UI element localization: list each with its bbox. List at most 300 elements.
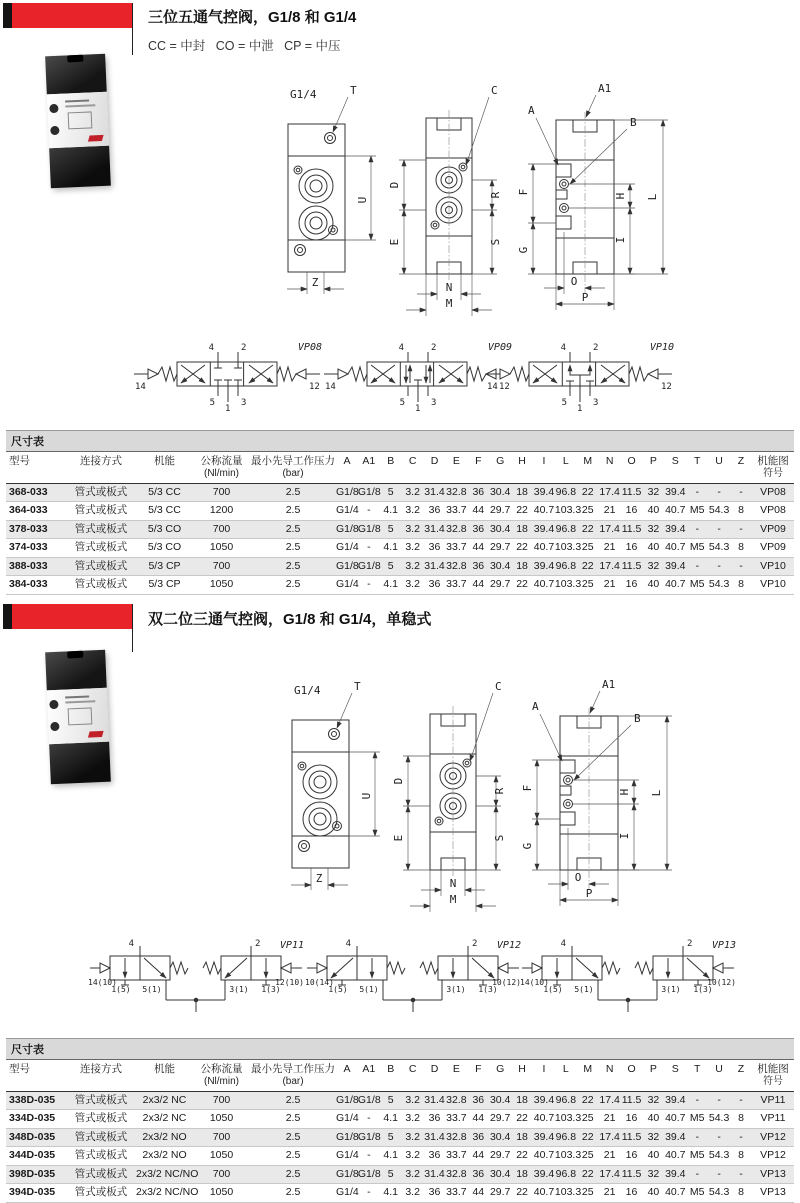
- table-cell: 103.3: [555, 1110, 577, 1129]
- table-cell: 40.7: [533, 502, 555, 521]
- table-cell: VP08: [752, 483, 794, 502]
- valve-body-photo: [45, 650, 111, 784]
- table-cell: 39.4: [664, 483, 686, 502]
- column-header: 机能: [136, 452, 193, 483]
- column-header: A1: [358, 1060, 380, 1091]
- dimension-table-section1: [6, 430, 794, 595]
- svg-text:4: 4: [560, 939, 566, 949]
- dimension-drawing-2: [282, 676, 712, 916]
- svg-text:T: T: [350, 84, 357, 97]
- table-cell: 22: [577, 1091, 599, 1110]
- table-cell: VP11: [752, 1110, 794, 1129]
- table-cell: -: [708, 520, 730, 539]
- table-cell: 33.7: [445, 539, 467, 558]
- dimension-table-section2: [6, 1038, 794, 1203]
- svg-text:C: C: [491, 84, 498, 97]
- table-cell: 11.5: [621, 1128, 643, 1147]
- table-cell: 3.2: [402, 1128, 424, 1147]
- table-cell: 54.3: [708, 539, 730, 558]
- column-header: 机能图 符号: [752, 1060, 794, 1091]
- table-cell: 31.4: [424, 557, 446, 576]
- svg-text:P: P: [581, 291, 589, 304]
- table-cell: 39.4: [664, 1128, 686, 1147]
- svg-text:T: T: [354, 680, 361, 693]
- table-cell: 5/3 CO: [136, 520, 193, 539]
- table-cell: 18: [511, 1128, 533, 1147]
- table-cell: 364-033: [6, 502, 66, 521]
- svg-text:2: 2: [431, 343, 437, 353]
- table-cell: G1/8: [358, 1165, 380, 1184]
- column-header: E: [445, 1060, 467, 1091]
- column-header: D: [424, 452, 446, 483]
- svg-text:12(10): 12(10): [275, 978, 304, 987]
- valve-symbol-mark: [68, 111, 93, 129]
- table-cell: 21: [599, 502, 621, 521]
- table-cell: -: [686, 1091, 708, 1110]
- column-header: L: [555, 1060, 577, 1091]
- table-cell: 3.2: [402, 520, 424, 539]
- svg-text:M: M: [449, 893, 457, 906]
- table-cell: 3.2: [402, 557, 424, 576]
- svg-text:10(12): 10(12): [492, 978, 521, 987]
- column-header: F: [467, 452, 489, 483]
- valve-body-photo: [45, 54, 111, 188]
- table-cell: -: [686, 520, 708, 539]
- table-cell: 16: [621, 1184, 643, 1203]
- table-cell: 管式或板式: [66, 483, 136, 502]
- table-cell: VP13: [752, 1165, 794, 1184]
- table-cell: 36: [424, 539, 446, 558]
- column-header: O: [621, 452, 643, 483]
- table-cell: G1/4: [336, 1110, 358, 1129]
- table-cell: 44: [467, 1110, 489, 1129]
- svg-text:O: O: [570, 275, 578, 288]
- svg-text:S: S: [493, 834, 506, 842]
- svg-text:A: A: [528, 104, 535, 117]
- table-cell: 22: [577, 557, 599, 576]
- table-cell: 40: [642, 576, 664, 595]
- column-header: L: [555, 452, 577, 483]
- table-cell: -: [686, 483, 708, 502]
- table-cell: 17.4: [599, 1128, 621, 1147]
- table-cell: 40.7: [533, 539, 555, 558]
- svg-text:L: L: [650, 789, 663, 797]
- table-cell: 3.2: [402, 1110, 424, 1129]
- view-side: [292, 720, 349, 868]
- svg-text:I: I: [614, 236, 627, 244]
- table-cell: 40.7: [664, 1184, 686, 1203]
- table-cell: M5: [686, 1147, 708, 1166]
- svg-text:M: M: [445, 297, 453, 310]
- table-cell: 5/3 CP: [136, 557, 193, 576]
- table-title: 尺寸表: [6, 1038, 794, 1060]
- table-row: [6, 1110, 794, 1129]
- product-photo: [28, 50, 128, 190]
- table-cell: 3.2: [402, 1091, 424, 1110]
- table-cell: 18: [511, 1091, 533, 1110]
- table-cell: 40.7: [664, 1110, 686, 1129]
- table-cell: 29.7: [489, 576, 511, 595]
- table-cell: 30.4: [489, 1091, 511, 1110]
- table-cell: 21: [599, 539, 621, 558]
- table-cell: 29.7: [489, 502, 511, 521]
- column-header: Z: [730, 1060, 752, 1091]
- table-cell: G1/8: [358, 520, 380, 539]
- table-cell: 44: [467, 539, 489, 558]
- table-cell: 338D-035: [6, 1091, 66, 1110]
- svg-text:A: A: [532, 700, 539, 713]
- side-port: [50, 722, 59, 731]
- table-cell: VP13: [752, 1184, 794, 1203]
- column-header: I: [533, 452, 555, 483]
- table-cell: G1/4: [336, 539, 358, 558]
- column-header: U: [708, 452, 730, 483]
- table-cell: G1/8: [336, 483, 358, 502]
- column-header: E: [445, 452, 467, 483]
- column-header: G: [489, 452, 511, 483]
- table-row: [6, 1147, 794, 1166]
- table-cell: 22: [577, 1165, 599, 1184]
- table-cell: 36: [424, 576, 446, 595]
- table-cell: 40: [642, 1184, 664, 1203]
- table-cell: 33.7: [445, 1184, 467, 1203]
- table-cell: -: [730, 1165, 752, 1184]
- table-cell: 32.8: [445, 1091, 467, 1110]
- table-cell: 21: [599, 1147, 621, 1166]
- table-cell: 2.5: [250, 1091, 336, 1110]
- banner-rule: [132, 604, 133, 652]
- table-cell: 5/3 CP: [136, 576, 193, 595]
- column-header: 机能图 符号: [752, 452, 794, 483]
- column-header: N: [599, 1060, 621, 1091]
- column-header: C: [402, 1060, 424, 1091]
- table-cell: G1/4: [336, 1147, 358, 1166]
- svg-text:3: 3: [241, 398, 247, 408]
- side-port: [49, 700, 58, 709]
- table-cell: 40.7: [664, 539, 686, 558]
- table-cell: 103.3: [555, 502, 577, 521]
- table-cell: 388-033: [6, 557, 66, 576]
- svg-text:H: H: [618, 788, 631, 796]
- svg-text:R: R: [493, 787, 506, 795]
- svg-text:14: 14: [487, 382, 498, 392]
- table-cell: 31.4: [424, 483, 446, 502]
- table-cell: 11.5: [621, 557, 643, 576]
- product-photo: [28, 646, 128, 786]
- svg-text:5: 5: [561, 398, 567, 408]
- table-cell: -: [686, 557, 708, 576]
- table-cell: 5: [380, 1091, 402, 1110]
- table-cell: 40: [642, 539, 664, 558]
- table-cell: 17.4: [599, 1091, 621, 1110]
- table-cell: -: [708, 483, 730, 502]
- table-cell: 18: [511, 520, 533, 539]
- table-cell: 3.2: [402, 483, 424, 502]
- table-cell: 103.3: [555, 576, 577, 595]
- schematic-label: VP09: [487, 342, 512, 353]
- table-cell: 22: [511, 1147, 533, 1166]
- table-cell: 32.8: [445, 483, 467, 502]
- table-cell: 16: [621, 539, 643, 558]
- table-cell: G1/8: [336, 557, 358, 576]
- table-cell: 2.5: [250, 1165, 336, 1184]
- table-cell: -: [358, 1110, 380, 1129]
- svg-text:14(10): 14(10): [88, 978, 117, 987]
- table-cell: -: [358, 1184, 380, 1203]
- dimension-drawing-1: [278, 80, 708, 320]
- column-header: 连接方式: [66, 452, 136, 483]
- svg-text:12: 12: [661, 382, 672, 392]
- svg-text:U: U: [360, 792, 373, 800]
- table-cell: 18: [511, 483, 533, 502]
- column-header: A: [336, 1060, 358, 1091]
- table-cell: 103.3: [555, 1184, 577, 1203]
- table-cell: 管式或板式: [66, 1147, 136, 1166]
- table-cell: 44: [467, 576, 489, 595]
- svg-text:2: 2: [687, 939, 693, 949]
- svg-text:1(5): 1(5): [328, 985, 348, 994]
- svg-text:14: 14: [135, 382, 146, 392]
- table-cell: 1050: [193, 1147, 250, 1166]
- table-cell: G1/8: [336, 1091, 358, 1110]
- table-cell: 管式或板式: [66, 1110, 136, 1129]
- svg-text:N: N: [445, 281, 453, 294]
- table-cell: 378-033: [6, 520, 66, 539]
- svg-text:1: 1: [577, 404, 583, 414]
- symbol-2x32-nc-no: [522, 946, 734, 1012]
- valve-port-hole: [67, 651, 83, 659]
- column-header: P: [642, 452, 664, 483]
- svg-text:B: B: [634, 712, 641, 725]
- table-cell: 2.5: [250, 483, 336, 502]
- table-cell: 30.4: [489, 557, 511, 576]
- table-cell: 1050: [193, 576, 250, 595]
- schematic-label: VP13: [711, 940, 736, 951]
- svg-text:F: F: [521, 784, 534, 792]
- svg-text:5: 5: [209, 398, 215, 408]
- table-cell: 22: [511, 502, 533, 521]
- table-cell: 2.5: [250, 557, 336, 576]
- table-cell: 700: [193, 520, 250, 539]
- svg-text:U: U: [356, 196, 369, 204]
- table-cell: 2.5: [250, 1128, 336, 1147]
- column-header: M: [577, 1060, 599, 1091]
- thread-label: G1/4: [294, 684, 321, 697]
- svg-text:1(5): 1(5): [111, 985, 131, 994]
- table-cell: -: [708, 557, 730, 576]
- column-header: 公称流量 (Nl/min): [193, 452, 250, 483]
- table-cell: 21: [599, 576, 621, 595]
- svg-text:E: E: [392, 834, 405, 842]
- table-cell: 40.7: [533, 576, 555, 595]
- side-port: [50, 126, 59, 135]
- schematic-label: VP12: [496, 940, 521, 951]
- table-cell: 39.4: [533, 1091, 555, 1110]
- table-cell: G1/4: [336, 502, 358, 521]
- svg-text:2: 2: [593, 343, 599, 353]
- section2-red-banner: [3, 604, 133, 629]
- column-header: B: [380, 1060, 402, 1091]
- table-cell: 16: [621, 1110, 643, 1129]
- dimensions-table-2: [6, 1060, 794, 1203]
- svg-text:4: 4: [208, 343, 214, 353]
- table-cell: 39.4: [533, 483, 555, 502]
- svg-text:5: 5: [399, 398, 405, 408]
- table-cell: 374-033: [6, 539, 66, 558]
- svg-text:12: 12: [309, 382, 320, 392]
- table-cell: 25: [577, 1184, 599, 1203]
- table-cell: 39.4: [664, 1165, 686, 1184]
- svg-text:1(3): 1(3): [478, 985, 498, 994]
- table-cell: 11.5: [621, 1165, 643, 1184]
- symbol-5-3-co: [324, 352, 510, 402]
- table-cell: 36: [424, 1110, 446, 1129]
- table-cell: 96.8: [555, 1165, 577, 1184]
- valve-top-cap: [45, 54, 107, 95]
- table-cell: G1/8: [358, 557, 380, 576]
- svg-text:Z: Z: [311, 276, 319, 289]
- svg-text:G: G: [517, 246, 530, 254]
- table-cell: 39.4: [533, 1165, 555, 1184]
- table-row: [6, 539, 794, 558]
- table-cell: G1/8: [358, 1091, 380, 1110]
- svg-text:3(1): 3(1): [446, 985, 466, 994]
- table-cell: 管式或板式: [66, 1184, 136, 1203]
- table-cell: 2x3/2 NC/NO: [136, 1165, 193, 1184]
- table-cell: 40.7: [533, 1110, 555, 1129]
- column-header: D: [424, 1060, 446, 1091]
- table-cell: 368-033: [6, 483, 66, 502]
- table-cell: 40.7: [533, 1184, 555, 1203]
- table-cell: 18: [511, 1165, 533, 1184]
- table-cell: 5/3 CO: [136, 539, 193, 558]
- svg-text:4: 4: [128, 939, 134, 949]
- table-cell: 30.4: [489, 1165, 511, 1184]
- table-cell: 3.2: [402, 1165, 424, 1184]
- view-side: [288, 124, 345, 272]
- table-cell: 3.2: [402, 502, 424, 521]
- svg-text:1: 1: [415, 404, 421, 414]
- table-row: [6, 483, 794, 502]
- table-cell: 29.7: [489, 539, 511, 558]
- table-cell: 3.2: [402, 576, 424, 595]
- table-cell: 36: [424, 502, 446, 521]
- valve-schematic-vp08: [132, 340, 324, 412]
- table-cell: -: [358, 1147, 380, 1166]
- column-header: A: [336, 452, 358, 483]
- column-header: Z: [730, 452, 752, 483]
- table-cell: -: [708, 1128, 730, 1147]
- table-cell: 33.7: [445, 576, 467, 595]
- table-cell: 30.4: [489, 1128, 511, 1147]
- column-header: P: [642, 1060, 664, 1091]
- valve-schematic-vp10: [484, 340, 676, 412]
- table-cell: VP10: [752, 576, 794, 595]
- table-cell: 44: [467, 1147, 489, 1166]
- table-cell: 32: [642, 1091, 664, 1110]
- table-cell: 1200: [193, 502, 250, 521]
- svg-text:D: D: [392, 777, 405, 785]
- column-header: A1: [358, 452, 380, 483]
- table-title: 尺寸表: [6, 430, 794, 452]
- table-cell: 5: [380, 1165, 402, 1184]
- table-cell: -: [730, 1091, 752, 1110]
- table-cell: -: [708, 1091, 730, 1110]
- table-cell: 31.4: [424, 1091, 446, 1110]
- table-cell: 39.4: [664, 1091, 686, 1110]
- table-cell: -: [686, 1165, 708, 1184]
- table-cell: 32: [642, 483, 664, 502]
- table-cell: 54.3: [708, 1147, 730, 1166]
- svg-text:12: 12: [499, 382, 510, 392]
- svg-text:1: 1: [225, 404, 231, 414]
- table-cell: 32: [642, 520, 664, 539]
- table-cell: 103.3: [555, 539, 577, 558]
- svg-text:4: 4: [560, 343, 566, 353]
- table-cell: 22: [577, 520, 599, 539]
- table-cell: 32.8: [445, 520, 467, 539]
- table-cell: 21: [599, 1184, 621, 1203]
- svg-text:2: 2: [472, 939, 478, 949]
- table-cell: 5: [380, 483, 402, 502]
- table-cell: 36: [467, 483, 489, 502]
- table-cell: 4.1: [380, 502, 402, 521]
- table-cell: G1/4: [336, 576, 358, 595]
- table-cell: 管式或板式: [66, 576, 136, 595]
- table-cell: 管式或板式: [66, 1165, 136, 1184]
- svg-text:N: N: [449, 877, 457, 890]
- table-cell: 39.4: [533, 1128, 555, 1147]
- svg-text:14: 14: [325, 382, 336, 392]
- table-cell: 36: [467, 1128, 489, 1147]
- table-cell: 39.4: [664, 557, 686, 576]
- table-row: [6, 520, 794, 539]
- table-cell: VP08: [752, 502, 794, 521]
- table-cell: 1050: [193, 539, 250, 558]
- table-cell: 管式或板式: [66, 520, 136, 539]
- table-cell: 384-033: [6, 576, 66, 595]
- table-cell: 4.1: [380, 539, 402, 558]
- table-cell: 8: [730, 1147, 752, 1166]
- table-cell: 36: [467, 1091, 489, 1110]
- svg-text:Z: Z: [315, 872, 323, 885]
- table-cell: 33.7: [445, 1110, 467, 1129]
- svg-text:D: D: [388, 181, 401, 189]
- table-cell: 344D-035: [6, 1147, 66, 1166]
- table-cell: 2.5: [250, 1110, 336, 1129]
- table-cell: 25: [577, 1110, 599, 1129]
- valve-bottom-cap: [49, 146, 111, 189]
- symbol-5-3-cc: [134, 352, 320, 402]
- svg-text:10(12): 10(12): [707, 978, 736, 987]
- column-header: M: [577, 452, 599, 483]
- table-cell: 39.4: [664, 520, 686, 539]
- table-cell: 5: [380, 557, 402, 576]
- table-cell: VP12: [752, 1147, 794, 1166]
- table-cell: 96.8: [555, 1091, 577, 1110]
- table-cell: 2.5: [250, 1184, 336, 1203]
- table-cell: VP12: [752, 1128, 794, 1147]
- table-cell: 2x3/2 NC: [136, 1091, 193, 1110]
- symbol-2x32-no: [307, 946, 519, 1012]
- table-cell: 96.8: [555, 483, 577, 502]
- svg-text:R: R: [489, 191, 502, 199]
- brand-logo-mark: [88, 731, 104, 738]
- table-cell: -: [730, 520, 752, 539]
- schematic-label: VP08: [297, 342, 322, 353]
- column-header: O: [621, 1060, 643, 1091]
- svg-text:I: I: [618, 832, 631, 840]
